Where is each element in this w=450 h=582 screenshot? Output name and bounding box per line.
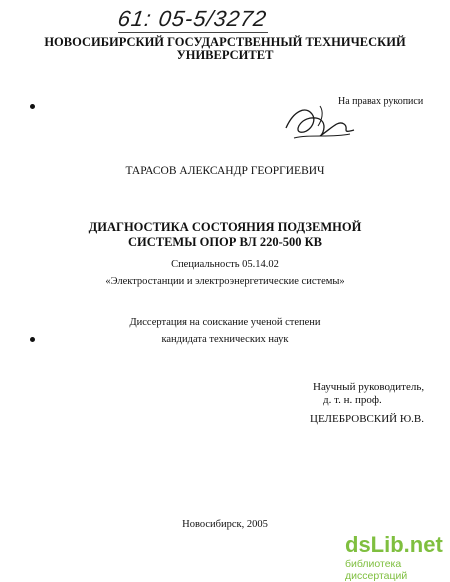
city-year: Новосибирск, 2005 bbox=[182, 519, 268, 530]
thesis-title-line1: ДИАГНОСТИКА СОСТОЯНИЯ ПОДЗЕМНОЙ bbox=[88, 220, 362, 234]
degree-line1: Диссертация на соискание ученой степени bbox=[129, 317, 321, 328]
author-name: ТАРАСОВ АЛЕКСАНДР ГЕОРГИЕВИЧ bbox=[125, 165, 325, 177]
signature bbox=[280, 98, 360, 148]
degree-line2: кандидата технических наук bbox=[161, 334, 289, 345]
margin-dot bbox=[30, 104, 35, 109]
specialty-code: Специальность 05.14.02 bbox=[171, 259, 279, 270]
manuscript-note: На правах рукописи bbox=[338, 96, 424, 107]
watermark-logo-text: dsLib.net bbox=[345, 532, 443, 557]
supervisor-label: Научный руководитель, bbox=[313, 381, 425, 393]
specialty-name: «Электростанции и электроэнергетические системы» bbox=[105, 276, 345, 287]
archive-number-underline bbox=[118, 32, 268, 33]
supervisor-name: ЦЕЛЕБРОВСКИЙ Ю.В. bbox=[310, 413, 425, 425]
university-line1: НОВОСИБИРСКИЙ ГОСУДАРСТВЕННЫЙ ТЕХНИЧЕСКИЙ bbox=[44, 35, 406, 49]
watermark-caption: библиотека диссертаций bbox=[345, 558, 408, 582]
watermark-logo bbox=[345, 532, 450, 581]
archive-number: 61: 05-5/3272 bbox=[116, 6, 269, 31]
thesis-title-line2: СИСТЕМЫ ОПОР ВЛ 220-500 КВ bbox=[127, 235, 323, 249]
university-line2: УНИВЕРСИТЕТ bbox=[176, 48, 274, 62]
supervisor-rank: д. т. н. проф. bbox=[323, 394, 382, 406]
